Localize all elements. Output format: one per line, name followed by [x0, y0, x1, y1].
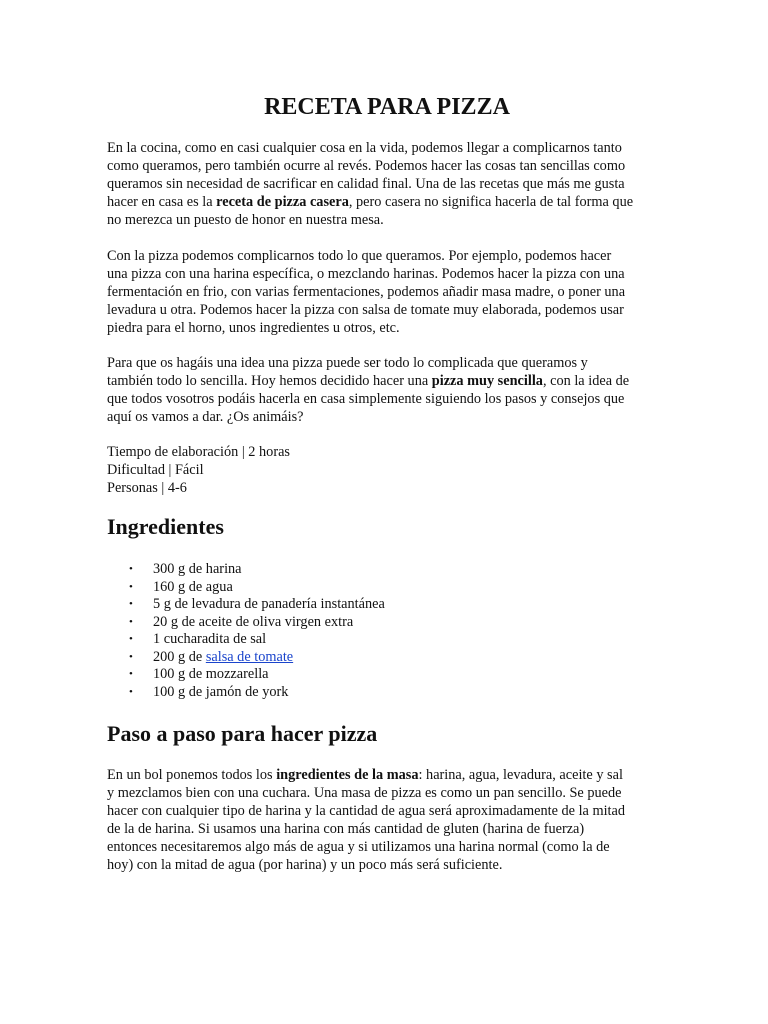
text-line: no merezca un puesto de honor en nuestra mesa.	[107, 212, 384, 228]
text-line: aquí os vamos a dar. ¿Os animáis?	[107, 409, 304, 425]
intro-paragraph-3	[107, 354, 667, 426]
text-run: , con la idea de	[542, 373, 630, 389]
text-line: hacer con cualquier tipo de harina y la cantidad de agua será aproximadamente de la mitad	[107, 803, 626, 819]
bullet-icon: •	[129, 668, 133, 680]
ingredient-text: 100 g de jamón de york	[153, 683, 289, 700]
difficulty: Dificultad | Fácil	[107, 462, 204, 478]
intro-paragraph-1	[107, 139, 667, 229]
list-item	[107, 560, 385, 578]
ingredient-text: 100 g de mozzarella	[153, 666, 269, 682]
prep-time: Tiempo de elaboración | 2 horas	[107, 444, 290, 460]
steps-heading: Paso a paso para hacer pizza	[107, 721, 378, 746]
ingredients-heading: Ingredientes	[107, 514, 224, 539]
list-item	[107, 683, 385, 701]
ingredient-text: 1 cucharadita de sal	[153, 631, 267, 647]
bullet-icon: •	[129, 563, 133, 575]
bold-text: pizza muy sencilla	[431, 373, 543, 389]
bullet-icon: •	[129, 633, 133, 645]
ingredient-text: 300 g de harina	[153, 561, 242, 577]
text-line: de la de harina. Si usamos una harina con más cantidad de gluten (harina de fuerza)	[107, 821, 585, 837]
text-line: piedra para el horno, unos ingredientes u otros, etc.	[107, 320, 400, 336]
list-item	[107, 578, 385, 596]
text-line: una pizza con una harina específica, o mezclando harinas. Podemos hacer la pizza con una	[107, 266, 625, 282]
text-line: Con la pizza podemos complicarnos todo lo que queramos. Por ejemplo, podemos hacer	[107, 248, 612, 264]
recipe-meta	[107, 443, 290, 497]
bold-text: ingredientes de la masa	[276, 767, 419, 783]
bullet-icon: •	[129, 598, 133, 610]
text-line	[107, 372, 667, 390]
text-line: entonces necesitaremos algo más de agua y si utilizamos una harina normal (como la de	[107, 839, 610, 855]
text-line: En la cocina, como en casi cualquier cosa en la vida, podemos llegar a complicarnos tanto	[107, 140, 622, 156]
text-line: Para que os hagáis una idea una pizza puede ser todo lo complicada que queramos y	[107, 355, 588, 371]
text-run: En un bol ponemos todos los	[107, 767, 277, 783]
text-line: levadura u otra. Podemos hacer la pizza con salsa de tomate muy elaborada, podemos usar	[107, 302, 624, 318]
text-line: como queramos, pero también ocurre al revés. Podemos hacer las cosas tan sencillas como	[107, 158, 626, 174]
ingredient-text: 5 g de levadura de panadería instantánea	[153, 596, 385, 612]
list-item	[107, 613, 385, 631]
text-line: y mezclamos bien con una cuchara. Una masa de pizza es como un pan sencillo. Se puede	[107, 785, 622, 801]
text-line	[107, 193, 667, 211]
bullet-icon: •	[129, 685, 133, 698]
text-line: queramos sin necesidad de sacrificar en calidad final. Una de las recetas que más me gusta	[107, 176, 625, 192]
list-item	[107, 595, 385, 613]
text-run: también todo lo sencilla. Hoy hemos decidido hacer una	[107, 373, 432, 389]
ingredient-text: 160 g de agua	[153, 578, 233, 595]
text-line: hoy) con la mitad de agua (por harina) y un poco más será suficiente.	[107, 857, 503, 873]
text-run: : harina, agua, levadura, aceite y sal	[418, 767, 623, 783]
bullet-icon: •	[129, 650, 133, 663]
text-line	[107, 766, 667, 784]
bullet-icon: •	[129, 580, 133, 593]
text-line: fermentación en frio, con varias fermentaciones, podemos añadir masa madre, o poner una	[107, 284, 626, 300]
ingredient-text: 200 g de	[153, 648, 206, 665]
ingredients-list	[107, 560, 385, 700]
text-line: que todos vosotros podáis hacerla en casa simplemente siguiendo los pasos y consejos que	[107, 391, 625, 407]
text-run: hacer en casa es la	[107, 194, 217, 210]
bold-text: receta de pizza casera	[216, 194, 349, 210]
text-run: , pero casera no significa hacerla de tal forma que	[348, 194, 634, 210]
intro-paragraph-2	[107, 247, 667, 337]
ingredient-text: 20 g de aceite de oliva virgen extra	[153, 613, 354, 630]
tomato-sauce-link[interactable]: salsa de tomate	[205, 648, 294, 665]
page-title: RECETA PARA PIZZA	[264, 94, 510, 120]
list-item	[107, 648, 385, 666]
bullet-icon: •	[129, 615, 133, 628]
steps-paragraph	[107, 766, 667, 874]
list-item	[107, 665, 385, 683]
list-item	[107, 630, 385, 648]
servings: Personas | 4-6	[107, 480, 187, 496]
